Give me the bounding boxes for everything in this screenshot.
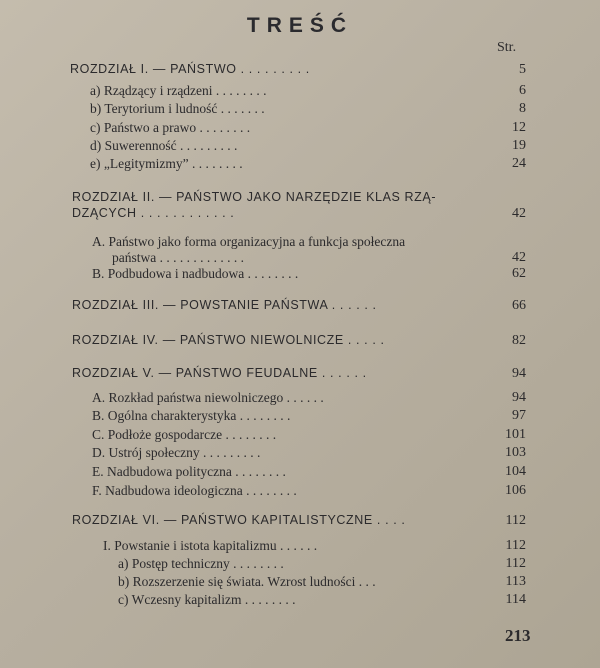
toc-entry-label: a) Postęp techniczny . . . . . . . .: [118, 556, 284, 571]
toc-entry-label: b) Terytorium i ludność . . . . . . .: [90, 101, 265, 116]
toc-entry[interactable]: [0, 138, 600, 158]
toc-entry-page: 8: [519, 101, 526, 116]
toc-entry-label: ROZDZIAŁ V. — PAŃSTWO FEUDALNE . . . . . .: [72, 366, 367, 380]
toc-entry-label: państwa . . . . . . . . . . . . .: [112, 250, 244, 265]
toc-entry-page: 5: [519, 62, 526, 77]
toc-entry-label: E. Nadbudowa polityczna . . . . . . . .: [92, 464, 286, 479]
toc-entry-label: ROZDZIAŁ II. — PAŃSTWO JAKO NARZĘDZIE KLAS RZĄ-: [72, 190, 437, 204]
toc-chapter[interactable]: [0, 298, 600, 318]
toc-entry[interactable]: [0, 408, 600, 428]
toc-entry-label: A. Państwo jako forma organizacyjna a funkcja społeczna: [92, 234, 406, 249]
toc-entry-page: 101: [505, 427, 526, 442]
toc-entry[interactable]: [0, 427, 600, 447]
toc-entry-label: B. Ogólna charakterystyka . . . . . . . .: [92, 408, 291, 423]
toc-entry-page: 113: [505, 574, 526, 589]
toc-entry-label: c) Wczesny kapitalizm . . . . . . . .: [118, 592, 296, 607]
toc-entry-label: D. Ustrój społeczny . . . . . . . . .: [92, 445, 261, 460]
toc-entry-label: d) Suwerenność . . . . . . . . .: [90, 138, 238, 153]
toc-entry-page: 114: [505, 592, 526, 607]
toc-entry-page: 12: [512, 120, 526, 135]
toc-entry[interactable]: [0, 574, 600, 594]
toc-entry[interactable]: [0, 445, 600, 465]
toc-chapter[interactable]: [0, 206, 600, 226]
toc-entry-label: A. Rozkład państwa niewolniczego . . . . . .: [92, 390, 324, 405]
toc-entry-label: ROZDZIAŁ VI. — PAŃSTWO KAPITALISTYCZNE . . . .: [72, 513, 406, 527]
toc-chapter[interactable]: [0, 513, 600, 533]
toc-entry-page: 97: [512, 408, 526, 423]
toc-entry-page: 82: [512, 333, 526, 348]
toc-entry-page: 62: [512, 266, 526, 281]
toc-entry[interactable]: [0, 483, 600, 503]
toc-entry-label: ROZDZIAŁ IV. — PAŃSTWO NIEWOLNICZE . . . . .: [72, 333, 385, 347]
toc-entry-page: 112: [505, 556, 526, 571]
toc-entry-label: B. Podbudowa i nadbudowa . . . . . . . .: [92, 266, 299, 281]
toc-entry-page: 94: [512, 366, 526, 381]
page-column-label: Str.: [497, 40, 517, 55]
toc-entry-label: a) Rządzący i rządzeni . . . . . . . .: [90, 83, 267, 98]
toc-entry[interactable]: [0, 120, 600, 140]
toc-entry-label: b) Rozszerzenie się świata. Wzrost ludności . . .: [118, 574, 376, 589]
toc-entry-page: 19: [512, 138, 526, 153]
toc-entry[interactable]: [0, 266, 600, 286]
toc-entry-label: DZĄCYCH . . . . . . . . . . . .: [72, 206, 235, 220]
toc-entry[interactable]: [0, 390, 600, 410]
toc-entry-label: ROZDZIAŁ III. — POWSTANIE PAŃSTWA . . . . . .: [72, 298, 377, 312]
toc-entry[interactable]: [0, 156, 600, 176]
page-title: TREŚĆ: [246, 14, 354, 37]
toc-entry-page: 42: [512, 250, 526, 265]
toc-entry-label: c) Państwo a prawo . . . . . . . .: [90, 120, 251, 135]
toc-entry-page: 104: [505, 464, 526, 479]
toc-entry[interactable]: [0, 464, 600, 484]
toc-entry[interactable]: [0, 538, 600, 558]
toc-chapter[interactable]: [0, 366, 600, 386]
toc-entry-label: F. Nadbudowa ideologiczna . . . . . . . .: [92, 483, 297, 498]
toc-entry-page: 94: [512, 390, 526, 405]
toc-entry-label: C. Podłoże gospodarcze . . . . . . . .: [92, 427, 277, 442]
toc-entry-page: 103: [505, 445, 526, 460]
toc-entry[interactable]: [0, 101, 600, 121]
toc-entry[interactable]: [0, 592, 600, 612]
toc-entry-page: 112: [505, 513, 526, 528]
page-number: 213: [505, 626, 531, 645]
toc-entry[interactable]: [0, 83, 600, 103]
toc-entry-page: 42: [512, 206, 526, 221]
toc-chapter[interactable]: [0, 333, 600, 353]
toc-entry-page: 66: [512, 298, 526, 313]
toc-entry-page: 106: [505, 483, 526, 498]
toc-entry-page: 112: [505, 538, 526, 553]
toc-entry[interactable]: [0, 556, 600, 576]
toc-entry-label: I. Powstanie i istota kapitalizmu . . . . . .: [103, 538, 318, 553]
toc-entry-page: 24: [512, 156, 526, 171]
toc-entry-page: 6: [519, 83, 526, 98]
toc-entry-label: e) „Legitymizmy” . . . . . . . .: [90, 156, 243, 171]
toc-entry-label: ROZDZIAŁ I. — PAŃSTWO . . . . . . . . .: [70, 62, 310, 76]
toc-chapter[interactable]: [0, 62, 600, 82]
